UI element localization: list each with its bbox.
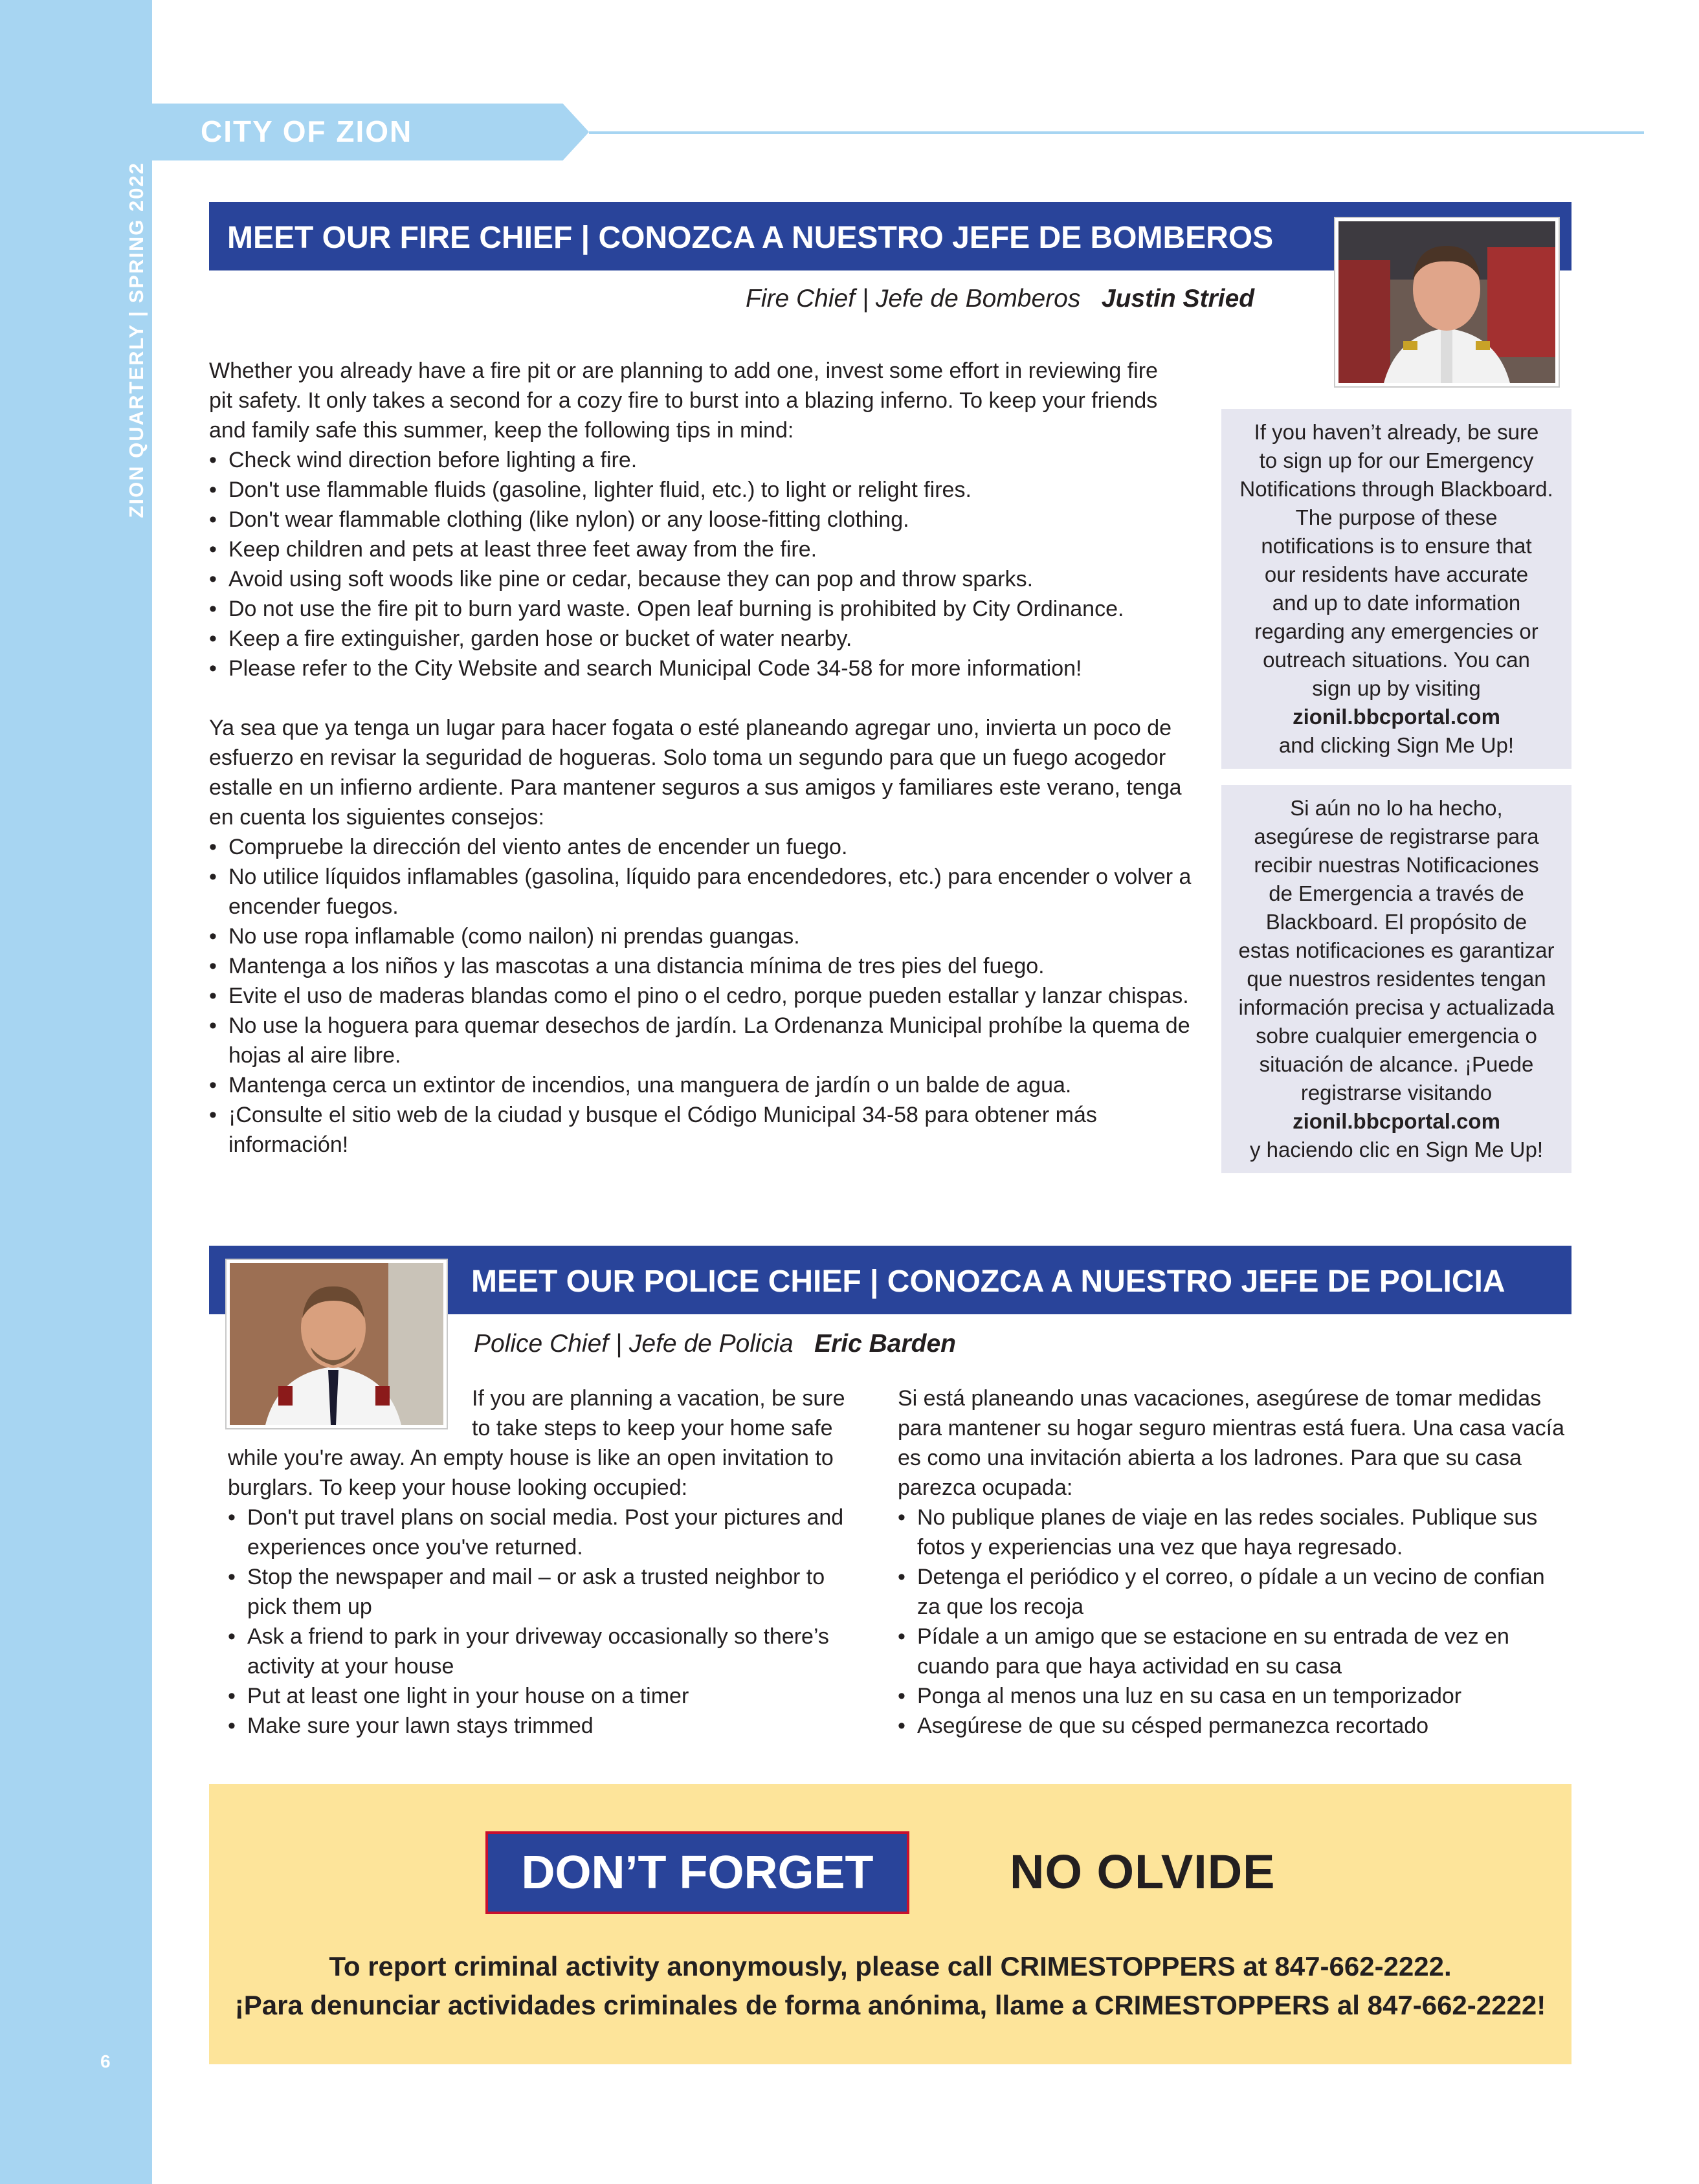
- notice-line: The purpose of these: [1295, 505, 1498, 529]
- page-number: 6: [100, 2051, 111, 2071]
- notice-line: Blackboard. El propósito de: [1265, 910, 1527, 934]
- list-item: • Keep children and pets at least three feet away from the fire.: [209, 535, 1199, 564]
- list-item: • Asegúrese de que su césped permanezca recortado: [898, 1711, 1571, 1741]
- list-item: • Make sure your lawn stays trimmed: [228, 1711, 869, 1741]
- notice-line: Notifications through Blackboard.: [1239, 477, 1553, 501]
- notice-line: asegúrese de registrarse para: [1254, 824, 1539, 848]
- notice-line: y haciendo clic en Sign Me Up!: [1249, 1138, 1544, 1162]
- no-olvide-heading: NO OLVIDE: [1010, 1845, 1276, 1899]
- fire-tips-es: [209, 832, 1199, 1160]
- notice-line: de Emergencia a través de: [1269, 881, 1524, 905]
- police-intro-es: Si está planeando unas vacaciones, asegúrese de tomar medidas para mantener su hogar seguro mientras está fuera. Una casa vacía es como una invitación abierta a los ladrones. Para que su casa parezca ocupada:: [898, 1386, 1565, 1500]
- notice-line: If you haven’t already, be sure: [1254, 420, 1539, 444]
- list-item: • Mantenga a los niños y las mascotas a una distancia mínima de tres pies del fuego.: [209, 951, 1199, 981]
- police-tips-es: [898, 1503, 1571, 1741]
- list-item: • Check wind direction before lighting a fire.: [209, 445, 1199, 475]
- notice-line: situación de alcance. ¡Puede: [1259, 1052, 1534, 1076]
- fire-tips-en: [209, 445, 1199, 683]
- fire-intro-en: Whether you already have a fire pit or are planning to add one, invest some effort in reviewing fire pit safety. It only takes a second for a cozy fire to burst into a blazing inferno. To keep your friends and family safe this summer, keep the following tips in mind:: [209, 358, 1158, 443]
- list-item: • Don't put travel plans on social media. Post your pictures and experiences once you've returned.: [228, 1503, 869, 1562]
- publication-label: ZION QUARTERLY | SPRING 2022: [125, 162, 148, 518]
- notice-line: estas notificaciones es garantizar: [1238, 938, 1555, 962]
- list-item: • No use la hoguera para quemar desechos de jardín. La Ordenanza Municipal prohíbe la quema de hojas al aire libre.: [209, 1011, 1199, 1070]
- crimestoppers-es: ¡Para denunciar actividades criminales de forma anónima, llame a CRIMESTOPPERS al 847-662-2222!: [234, 1990, 1546, 2020]
- fire-chief-title: Fire Chief | Jefe de Bomberos: [746, 285, 1081, 313]
- list-item: • Mantenga cerca un extintor de incendios, una manguera de jardín o un balde de agua.: [209, 1070, 1199, 1100]
- list-item: • No publique planes de viaje en las redes sociales. Publique sus fotos y experiencias una vez que haya regresado.: [898, 1503, 1571, 1562]
- notice-line: regarding any emergencies or: [1254, 619, 1538, 643]
- notice-line: registrarse visitando: [1300, 1081, 1493, 1105]
- list-item: • Evite el uso de maderas blandas como el pino o el cedro, porque pueden estallar y lanzar chispas.: [209, 981, 1199, 1011]
- portal-link[interactable]: zionil.bbcportal.com: [1293, 705, 1500, 729]
- notice-line: que nuestros residentes tengan: [1247, 967, 1546, 991]
- police-tips-en: [228, 1503, 869, 1741]
- police-chief-heading: MEET OUR POLICE CHIEF | CONOZCA A NUESTRO JEFE DE POLICIA: [471, 1264, 1505, 1299]
- police-intro-en-b: to take steps to keep your home safe: [472, 1416, 833, 1440]
- list-item: • Don't wear flammable clothing (like nylon) or any loose-fitting clothing.: [209, 505, 1199, 535]
- police-article-es: [898, 1384, 1571, 1741]
- portrait-photo-icon: [1338, 221, 1555, 383]
- list-item: • Pídale a un amigo que se estacione en su entrada de vez en cuando para que haya actividad en su casa: [898, 1622, 1571, 1681]
- notice-line: and up to date information: [1272, 591, 1521, 615]
- notice-line: recibir nuestras Notificaciones: [1254, 853, 1539, 877]
- police-article-en: [228, 1384, 869, 1741]
- list-item: • No utilice líquidos inflamables (gasolina, líquido para encendedores, etc.) para encender o volver a encender fuegos.: [209, 862, 1199, 921]
- list-item: • Do not use the fire pit to burn yard waste. Open leaf burning is prohibited by City Ordinance.: [209, 594, 1199, 624]
- list-item: • Please refer to the City Website and search Municipal Code 34-58 for more information!: [209, 654, 1199, 683]
- list-item: • ¡Consulte el sitio web de la ciudad y busque el Código Municipal 34-58 para obtener más información!: [209, 1100, 1199, 1160]
- reminder-panel: [209, 1784, 1571, 2064]
- list-item: • Stop the newspaper and mail – or ask a trusted neighbor to pick them up: [228, 1562, 869, 1622]
- notice-line: notifications is to ensure that: [1261, 534, 1532, 558]
- list-item: • Avoid using soft woods like pine or cedar, because they can pop and throw sparks.: [209, 564, 1199, 594]
- list-item: • Don't use flammable fluids (gasoline, lighter fluid, etc.) to light or relight fires.: [209, 475, 1199, 505]
- portal-link[interactable]: zionil.bbcportal.com: [1293, 1109, 1500, 1133]
- notice-line: sign up by visiting: [1312, 676, 1481, 700]
- list-item: • Compruebe la dirección del viento antes de encender un fuego.: [209, 832, 1199, 862]
- police-chief-title: Police Chief | Jefe de Policia: [474, 1330, 794, 1358]
- notice-line: sobre cualquier emergencia o: [1256, 1024, 1537, 1048]
- notice-line: our residents have accurate: [1264, 562, 1529, 586]
- list-item: • Ask a friend to park in your driveway occasionally so there’s activity at your house: [228, 1622, 869, 1681]
- notice-line: and clicking Sign Me Up!: [1278, 733, 1515, 757]
- notice-line: Si aún no lo ha hecho,: [1290, 796, 1503, 820]
- police-chief-byline: [474, 1330, 956, 1358]
- list-item: • Put at least one light in your house on a timer: [228, 1681, 869, 1711]
- list-item: • Ponga al menos una luz en su casa en un temporizador: [898, 1681, 1571, 1711]
- police-intro-en-c: while you're away. An empty house is like an open invitation to burglars. To keep your house looking occupied:: [228, 1446, 834, 1500]
- fire-chief-name: Justin Stried: [1101, 285, 1255, 313]
- list-item: • Keep a fire extinguisher, garden hose or bucket of water nearby.: [209, 624, 1199, 654]
- notice-line: información precisa y actualizada: [1238, 995, 1555, 1019]
- dont-forget-badge: DON’T FORGET: [485, 1831, 909, 1914]
- section-rule: [589, 131, 1644, 134]
- list-item: • No use ropa inflamable (como nailon) ni prendas guangas.: [209, 921, 1199, 951]
- fire-safety-article: [209, 356, 1199, 1160]
- notice-line: outreach situations. You can: [1263, 648, 1530, 672]
- police-intro-en-a: If you are planning a vacation, be sure: [472, 1386, 845, 1411]
- fire-chief-photo: [1335, 218, 1559, 386]
- crimestoppers-en: To report criminal activity anonymously, please call CRIMESTOPPERS at 847-662-2222.: [329, 1951, 1452, 1981]
- fire-intro-es: Ya sea que ya tenga un lugar para hacer fogata o esté planeando agregar uno, invierta un poco de esfuerzo en revisar la seguridad de hogueras. Solo toma un segundo para que un fuego acogedor estalle en un infierno ardiente. Para mantener seguros a sus amigos y familiares este verano, tenga en cuenta los siguientes consejos:: [209, 716, 1182, 830]
- police-chief-name: Eric Barden: [814, 1330, 956, 1358]
- fire-chief-byline: [746, 285, 1254, 313]
- emergency-notice-en: [1221, 409, 1571, 769]
- section-title: CITY OF ZION: [201, 115, 413, 148]
- list-item: • Detenga el periódico y el correo, o pídale a un vecino de confian za que los recoja: [898, 1562, 1571, 1622]
- emergency-notice-es: [1221, 785, 1571, 1173]
- notice-line: to sign up for our Emergency: [1259, 448, 1534, 472]
- fire-chief-heading: MEET OUR FIRE CHIEF | CONOZCA A NUESTRO JEFE DE BOMBEROS: [227, 221, 1274, 255]
